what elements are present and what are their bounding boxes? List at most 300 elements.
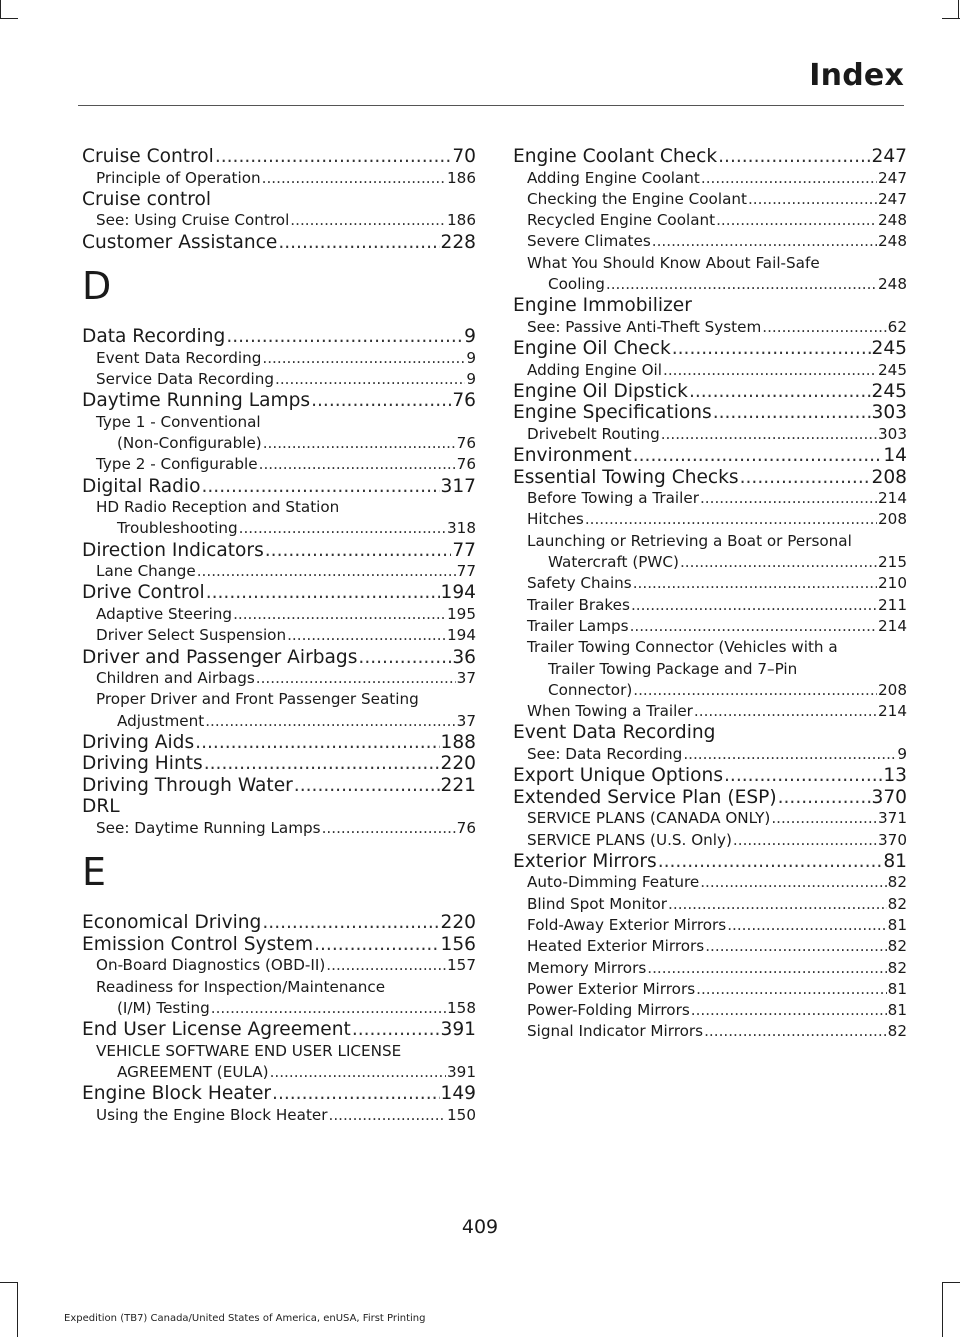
- index-subentry-text: Service Data Recording: [96, 369, 275, 388]
- index-entry-title: Cruise control: [82, 188, 212, 210]
- index-subentry-page: 214: [878, 616, 907, 635]
- index-entry-title-text: Engine Coolant Check: [513, 146, 718, 167]
- index-entry-title-text: Customer Assistance: [82, 231, 278, 253]
- index-subentry: [82, 210, 476, 231]
- index-subentry-continued-text: Adjustment: [117, 711, 205, 730]
- index-entry-title: [513, 445, 907, 467]
- index-subentry-text: Lane Change: [96, 562, 196, 581]
- index-entry: [513, 467, 907, 723]
- index-subentry-text: Principle of Operation: [96, 168, 261, 187]
- index-group-e-continued: [513, 146, 907, 1043]
- index-subentry-continued-text: (I/M) Testing: [117, 998, 210, 1017]
- index-subentry-page: 76: [456, 455, 476, 474]
- index-entry-title-text: Essential Towing Checks: [513, 466, 739, 488]
- index-subentry-continued-text: Cooling: [548, 274, 605, 293]
- dot-leader: [275, 369, 465, 390]
- index-subentry-continued-page: 248: [878, 274, 907, 293]
- dot-leader: [631, 595, 877, 616]
- index-subentry-continued-text: Connector): [548, 680, 633, 699]
- dot-leader: [683, 744, 896, 765]
- dot-leader: [326, 955, 446, 976]
- dot-leader: [322, 818, 456, 839]
- index-subentry-continued-page: 208: [878, 680, 907, 699]
- index-subentry-text: Power Exterior Mirrors: [527, 979, 696, 998]
- index-entry: [513, 765, 907, 787]
- index-entry-title: [82, 753, 476, 775]
- dot-leader: [661, 424, 877, 445]
- index-subentry: [82, 1041, 476, 1084]
- index-entry-title-text: Extended Service Plan (ESP): [513, 786, 777, 808]
- index-subentry-page: 211: [878, 595, 907, 614]
- index-subentry-continued-page: 76: [456, 433, 476, 452]
- index-entry-title-text: Export Unique Options: [513, 765, 724, 787]
- index-subentry-continued: [527, 680, 907, 701]
- index-subentry-text: Fold-Away Exterior Mirrors: [527, 915, 727, 934]
- dot-leader: [352, 1019, 440, 1041]
- index-entry-title-text: End User License Agreement: [82, 1019, 351, 1041]
- index-entry-title: [82, 912, 476, 934]
- dot-leader: [705, 936, 886, 957]
- index-subentry: [513, 189, 907, 210]
- index-subentry-page: 82: [887, 937, 907, 956]
- index-subentry-page: 214: [878, 702, 907, 721]
- dot-leader: [716, 210, 877, 231]
- index-subentry: [513, 701, 907, 722]
- index-entry: [513, 146, 907, 295]
- index-subentry: [82, 561, 476, 582]
- dot-leader: [278, 232, 439, 254]
- dot-leader: [680, 552, 877, 573]
- index-subentry-continued-text: Troubleshooting: [117, 519, 238, 538]
- index-entry: [513, 338, 907, 381]
- index-subentry-text: Trailer Towing Package and 7–Pin: [548, 659, 798, 678]
- dot-leader: [778, 787, 871, 809]
- index-subentry-text: On-Board Diagnostics (OBD-II): [96, 956, 326, 975]
- dot-leader: [700, 488, 877, 509]
- index-subentry-text: See: Daytime Running Lamps: [96, 818, 321, 837]
- index-subentry-page: 208: [878, 510, 907, 529]
- dot-leader: [206, 582, 440, 604]
- index-subentry-text: Adding Engine Coolant: [527, 168, 700, 187]
- dot-leader: [672, 338, 871, 360]
- index-entry-title-page: 194: [440, 582, 476, 604]
- dot-leader: [691, 1000, 887, 1021]
- index-entry-title: [82, 582, 476, 604]
- index-entry-title-page: 370: [871, 786, 907, 808]
- index-subentry-page: 81: [887, 979, 907, 998]
- index-group-c: [82, 146, 476, 253]
- index-subentry: [513, 360, 907, 381]
- index-subentry-text: Recycled Engine Coolant: [527, 211, 716, 230]
- crop-mark: [958, 0, 959, 18]
- index-entry-title-text: Digital Radio: [82, 475, 201, 497]
- index-subentry-page: 303: [878, 424, 907, 443]
- index-subentry-page: 186: [447, 168, 476, 187]
- dot-leader: [652, 231, 877, 252]
- index-subentry-page: 9: [466, 348, 476, 367]
- index-subentry: [82, 369, 476, 390]
- dot-leader: [263, 433, 456, 454]
- index-subentry-page: 248: [878, 232, 907, 251]
- index-subentry-page: 247: [878, 189, 907, 208]
- index-entry-title-text: Exterior Mirrors: [513, 850, 657, 872]
- index-entry-title-page: 14: [883, 445, 907, 467]
- index-subentry-page: 77: [456, 562, 476, 581]
- crop-mark: [0, 1282, 18, 1283]
- index-subentry: [513, 488, 907, 509]
- index-entry: [82, 540, 476, 583]
- index-entry-title: [513, 402, 907, 424]
- index-entry: [513, 381, 907, 403]
- page-title: Index: [809, 58, 904, 93]
- crop-mark: [942, 18, 960, 19]
- index-entry-title-text: Direction Indicators: [82, 539, 264, 561]
- index-subentry: [82, 497, 476, 540]
- index-subentry: [82, 625, 476, 646]
- footer-text: Expedition (TB7) Canada/United States of America, enUSA, First Printing: [64, 1313, 426, 1324]
- index-subentry: [513, 595, 907, 616]
- index-subentry-page: 214: [878, 489, 907, 508]
- index-subentry-page: 37: [456, 669, 476, 688]
- index-entry-title-page: 245: [871, 380, 907, 402]
- dot-leader: [701, 168, 877, 189]
- dot-leader: [226, 326, 463, 348]
- index-entry-title-page: 220: [440, 753, 476, 775]
- index-entry-title: [513, 146, 907, 168]
- index-entry-title-text: Engine Specifications: [513, 402, 712, 424]
- index-entry-title-page: 188: [440, 731, 476, 753]
- index-subentry: [513, 915, 907, 936]
- index-subentry: [82, 1105, 476, 1126]
- index-entry-title: [82, 540, 476, 562]
- index-entry: [82, 934, 476, 1019]
- crop-mark: [942, 1282, 943, 1337]
- section-letter-e: E: [82, 850, 107, 895]
- index-subentry: [513, 509, 907, 530]
- index-subentry-text: Adding Engine Oil: [527, 360, 662, 379]
- dot-leader: [311, 390, 451, 412]
- index-entry: [513, 295, 907, 338]
- index-subentry: [513, 894, 907, 915]
- index-entry: [513, 402, 907, 445]
- index-subentry-text: Adaptive Steering: [96, 604, 233, 623]
- index-subentry-text: Safety Chains: [527, 574, 632, 593]
- index-subentry-continued-page: 215: [878, 553, 907, 572]
- index-entry-title: [82, 390, 476, 412]
- dot-leader: [700, 872, 886, 893]
- index-subentry: [513, 1000, 907, 1021]
- index-entry-title: Event Data Recording: [513, 722, 716, 744]
- index-subentry: [82, 348, 476, 369]
- index-subentry-continued-page: 318: [447, 519, 476, 538]
- dot-leader: [265, 540, 452, 562]
- index-entry: [82, 1019, 476, 1083]
- index-group-d: [82, 326, 476, 839]
- index-subentry-text: Using the Engine Block Heater: [96, 1105, 328, 1124]
- index-subentry-page: 150: [447, 1105, 476, 1124]
- dot-leader: [696, 979, 887, 1000]
- index-entry-title: [82, 476, 476, 498]
- index-entry: [82, 732, 476, 754]
- index-subentry-text: What You Should Know About Fail-Safe: [527, 253, 820, 272]
- index-entry-title: [513, 851, 907, 873]
- index-entry: [513, 445, 907, 467]
- index-subentry-page: 248: [878, 211, 907, 230]
- index-subentry: [513, 958, 907, 979]
- index-entry-title-page: 208: [871, 466, 907, 488]
- header-divider: [78, 105, 904, 106]
- index-subentry-text: Driver Select Suspension: [96, 626, 287, 645]
- index-subentry-page: 81: [887, 1001, 907, 1020]
- dot-leader: [195, 732, 439, 754]
- dot-leader: [748, 189, 877, 210]
- index-entry: [82, 326, 476, 390]
- index-subentry-page: 195: [447, 604, 476, 623]
- index-entry: [82, 582, 476, 646]
- index-entry: [82, 232, 476, 254]
- dot-leader: [658, 851, 883, 873]
- index-entry-title-text: Engine Oil Check: [513, 338, 671, 360]
- index-subentry-continued-text: Watercraft (PWC): [548, 553, 679, 572]
- index-entry-title-page: 76: [452, 390, 476, 412]
- section-letter-d: D: [82, 264, 112, 309]
- dot-leader: [585, 509, 877, 530]
- crop-mark: [17, 1282, 18, 1337]
- index-subentry-text: Memory Mirrors: [527, 958, 647, 977]
- index-entry-title-page: 247: [871, 146, 907, 167]
- index-subentry: [513, 168, 907, 189]
- dot-leader: [704, 1021, 887, 1042]
- index-entry-title: [82, 232, 476, 254]
- index-subentry-text: Trailer Lamps: [527, 616, 629, 635]
- index-entry-title-text: Driving Hints: [82, 753, 203, 775]
- index-subentry-text: Auto-Dimming Feature: [527, 873, 700, 892]
- crop-mark: [0, 0, 1, 18]
- dot-leader: [633, 445, 883, 467]
- index-subentry-page: 82: [887, 873, 907, 892]
- index-entry: [82, 146, 476, 189]
- index-subentry-page: 76: [456, 818, 476, 837]
- dot-leader: [668, 894, 887, 915]
- dot-leader: [270, 1062, 446, 1083]
- index-subentry-page: 81: [887, 915, 907, 934]
- index-entry-title-text: Driving Through Water: [82, 774, 293, 796]
- index-subentry-page: 62: [887, 317, 907, 336]
- index-subentry-page: 9: [897, 744, 907, 763]
- index-subentry: [513, 830, 907, 851]
- index-subentry-text: HD Radio Reception and Station: [96, 498, 340, 517]
- index-subentry-text: Hitches: [527, 510, 584, 529]
- dot-leader: [740, 467, 871, 489]
- index-column-left: [82, 146, 476, 1126]
- index-entry-title-text: Economical Driving: [82, 912, 262, 934]
- index-subentry-text: Blind Spot Monitor: [527, 894, 668, 913]
- index-subentry-text: Readiness for Inspection/Maintenance: [96, 977, 386, 996]
- index-subentry-continued-page: 158: [447, 998, 476, 1017]
- dot-leader: [262, 348, 465, 369]
- index-entry-title-text: Daytime Running Lamps: [82, 390, 311, 412]
- index-subentry: [513, 210, 907, 231]
- dot-leader: [287, 625, 446, 646]
- index-entry: [82, 390, 476, 475]
- index-subentry-page: 9: [466, 369, 476, 388]
- index-entry-title-page: 13: [883, 765, 907, 787]
- index-subentry-page: 82: [887, 1022, 907, 1041]
- index-subentry-text: Trailer Brakes: [527, 595, 630, 614]
- index-entry-title-text: Driving Aids: [82, 731, 195, 753]
- index-entry: [82, 775, 476, 797]
- index-subentry-text: Type 1 - Conventional: [96, 412, 261, 431]
- dot-leader: [713, 402, 871, 424]
- dot-leader: [239, 518, 446, 539]
- index-entry-title-page: 77: [452, 539, 476, 561]
- index-entry-title: [82, 647, 476, 669]
- index-subentry-continued-page: 37: [456, 711, 476, 730]
- index-entry: [513, 722, 907, 765]
- index-subentry: [82, 955, 476, 976]
- index-subentry-text: VEHICLE SOFTWARE END USER LICENSE: [96, 1041, 402, 1060]
- index-subentry: [513, 936, 907, 957]
- dot-leader: [201, 476, 439, 498]
- index-subentry-text: Drivebelt Routing: [527, 424, 660, 443]
- index-subentry-text: When Towing a Trailer: [527, 702, 693, 721]
- crop-mark: [0, 18, 18, 19]
- index-entry-title: DRL: [82, 796, 120, 818]
- dot-leader: [233, 604, 446, 625]
- index-subentry: [513, 317, 907, 338]
- index-subentry-page: 82: [887, 894, 907, 913]
- index-entry-title-page: 221: [440, 774, 476, 796]
- index-subentry-text: Proper Driver and Front Passenger Seating: [96, 690, 419, 709]
- page-number: 409: [461, 1216, 499, 1238]
- dot-leader: [633, 680, 877, 701]
- dot-leader: [204, 753, 440, 775]
- index-subentry-page: 370: [878, 830, 907, 849]
- index-subentry: [513, 979, 907, 1000]
- index-subentry-text: SERVICE PLANS (U.S. Only): [527, 830, 732, 849]
- index-subentry: [513, 744, 907, 765]
- index-subentry-continued-text: AGREEMENT (EULA): [117, 1062, 269, 1081]
- dot-leader: [663, 360, 877, 381]
- index-subentry: [513, 231, 907, 252]
- index-subentry-text: SERVICE PLANS (CANADA ONLY): [527, 809, 771, 828]
- dot-leader: [630, 616, 877, 637]
- index-subentry-text: See: Using Cruise Control: [96, 211, 290, 230]
- dot-leader: [215, 146, 452, 168]
- index-subentry-text: Trailer Towing Connector (Vehicles with a: [527, 638, 838, 657]
- index-subentry-continued: [527, 274, 907, 295]
- index-entry-title-text: Driver and Passenger Airbags: [82, 646, 358, 668]
- index-entry-title: [82, 326, 476, 348]
- index-entry-title: [82, 934, 476, 956]
- index-subentry: [513, 1021, 907, 1042]
- index-subentry: [513, 808, 907, 829]
- index-entry-title-text: Data Recording: [82, 326, 226, 348]
- index-entry: [82, 189, 476, 232]
- dot-leader: [329, 1105, 447, 1126]
- index-entry: [82, 647, 476, 732]
- index-entry-title: [513, 338, 907, 360]
- index-entry-title-page: 228: [440, 231, 476, 253]
- index-subentry: [82, 977, 476, 1020]
- index-subentry-page: 247: [878, 168, 907, 187]
- dot-leader: [694, 701, 877, 722]
- index-subentry-continued: [96, 711, 476, 732]
- dot-leader: [633, 573, 877, 594]
- index-entry-title: [82, 1019, 476, 1041]
- index-group-e: [82, 912, 476, 1126]
- index-entry-title: [513, 765, 907, 787]
- index-entry-title-text: Drive Control: [82, 582, 205, 604]
- dot-leader: [262, 168, 446, 189]
- index-subentry: [82, 818, 476, 839]
- index-column-right: [513, 146, 907, 1043]
- dot-leader: [290, 210, 446, 231]
- dot-leader: [294, 775, 440, 797]
- index-subentry-text: See: Passive Anti-Theft System: [527, 317, 762, 336]
- index-entry-title: [82, 732, 476, 754]
- index-entry: [82, 753, 476, 775]
- index-entry-title-page: 220: [440, 912, 476, 934]
- index-entry-title: [82, 775, 476, 797]
- index-entry-title: [82, 146, 476, 168]
- dot-leader: [211, 998, 446, 1019]
- index-entry-title-page: 70: [452, 146, 476, 167]
- index-subentry-continued-text: (Non-Configurable): [117, 433, 262, 452]
- index-subentry: [82, 689, 476, 732]
- index-entry-title-page: 36: [452, 646, 476, 668]
- index-subentry-page: 157: [447, 956, 476, 975]
- index-subentry: [82, 412, 476, 455]
- dot-leader: [358, 647, 451, 669]
- index-subentry-page: 210: [878, 574, 907, 593]
- index-entry-title-text: Engine Block Heater: [82, 1083, 272, 1105]
- dot-leader: [771, 808, 877, 829]
- index-subentry-text: Severe Climates: [527, 232, 651, 251]
- index-entry-title-page: 303: [871, 402, 907, 424]
- index-subentry: [513, 424, 907, 445]
- index-subentry: [513, 253, 907, 296]
- index-subentry: [513, 531, 907, 574]
- index-entry: [82, 476, 476, 540]
- index-entry: [82, 912, 476, 934]
- index-subentry-text: Launching or Retrieving a Boat or Personal: [527, 531, 852, 550]
- index-entry-title-page: 156: [440, 933, 476, 955]
- dot-leader: [197, 561, 456, 582]
- dot-leader: [718, 146, 870, 168]
- index-subentry: [82, 668, 476, 689]
- index-subentry-text: Power-Folding Mirrors: [527, 1001, 690, 1020]
- index-subentry-continued: [96, 518, 476, 539]
- dot-leader: [727, 915, 886, 936]
- index-subentry: [82, 604, 476, 625]
- index-subentry-text: Children and Airbags: [96, 669, 255, 688]
- crop-mark: [942, 1282, 960, 1283]
- index-subentry-page: 194: [447, 626, 476, 645]
- index-entry-title-text: Cruise Control: [82, 146, 214, 167]
- index-subentry-continued: [96, 433, 476, 454]
- index-entry-title-text: Engine Oil Dipstick: [513, 380, 688, 402]
- index-subentry-text: Heated Exterior Mirrors: [527, 937, 705, 956]
- dot-leader: [256, 668, 456, 689]
- index-subentry-text: Event Data Recording: [96, 348, 262, 367]
- index-subentry: [513, 616, 907, 637]
- dot-leader: [606, 274, 877, 295]
- dot-leader: [762, 317, 886, 338]
- index-subentry: [82, 168, 476, 189]
- dot-leader: [205, 711, 455, 732]
- index-subentry-text: Type 2 - Configurable: [96, 455, 258, 474]
